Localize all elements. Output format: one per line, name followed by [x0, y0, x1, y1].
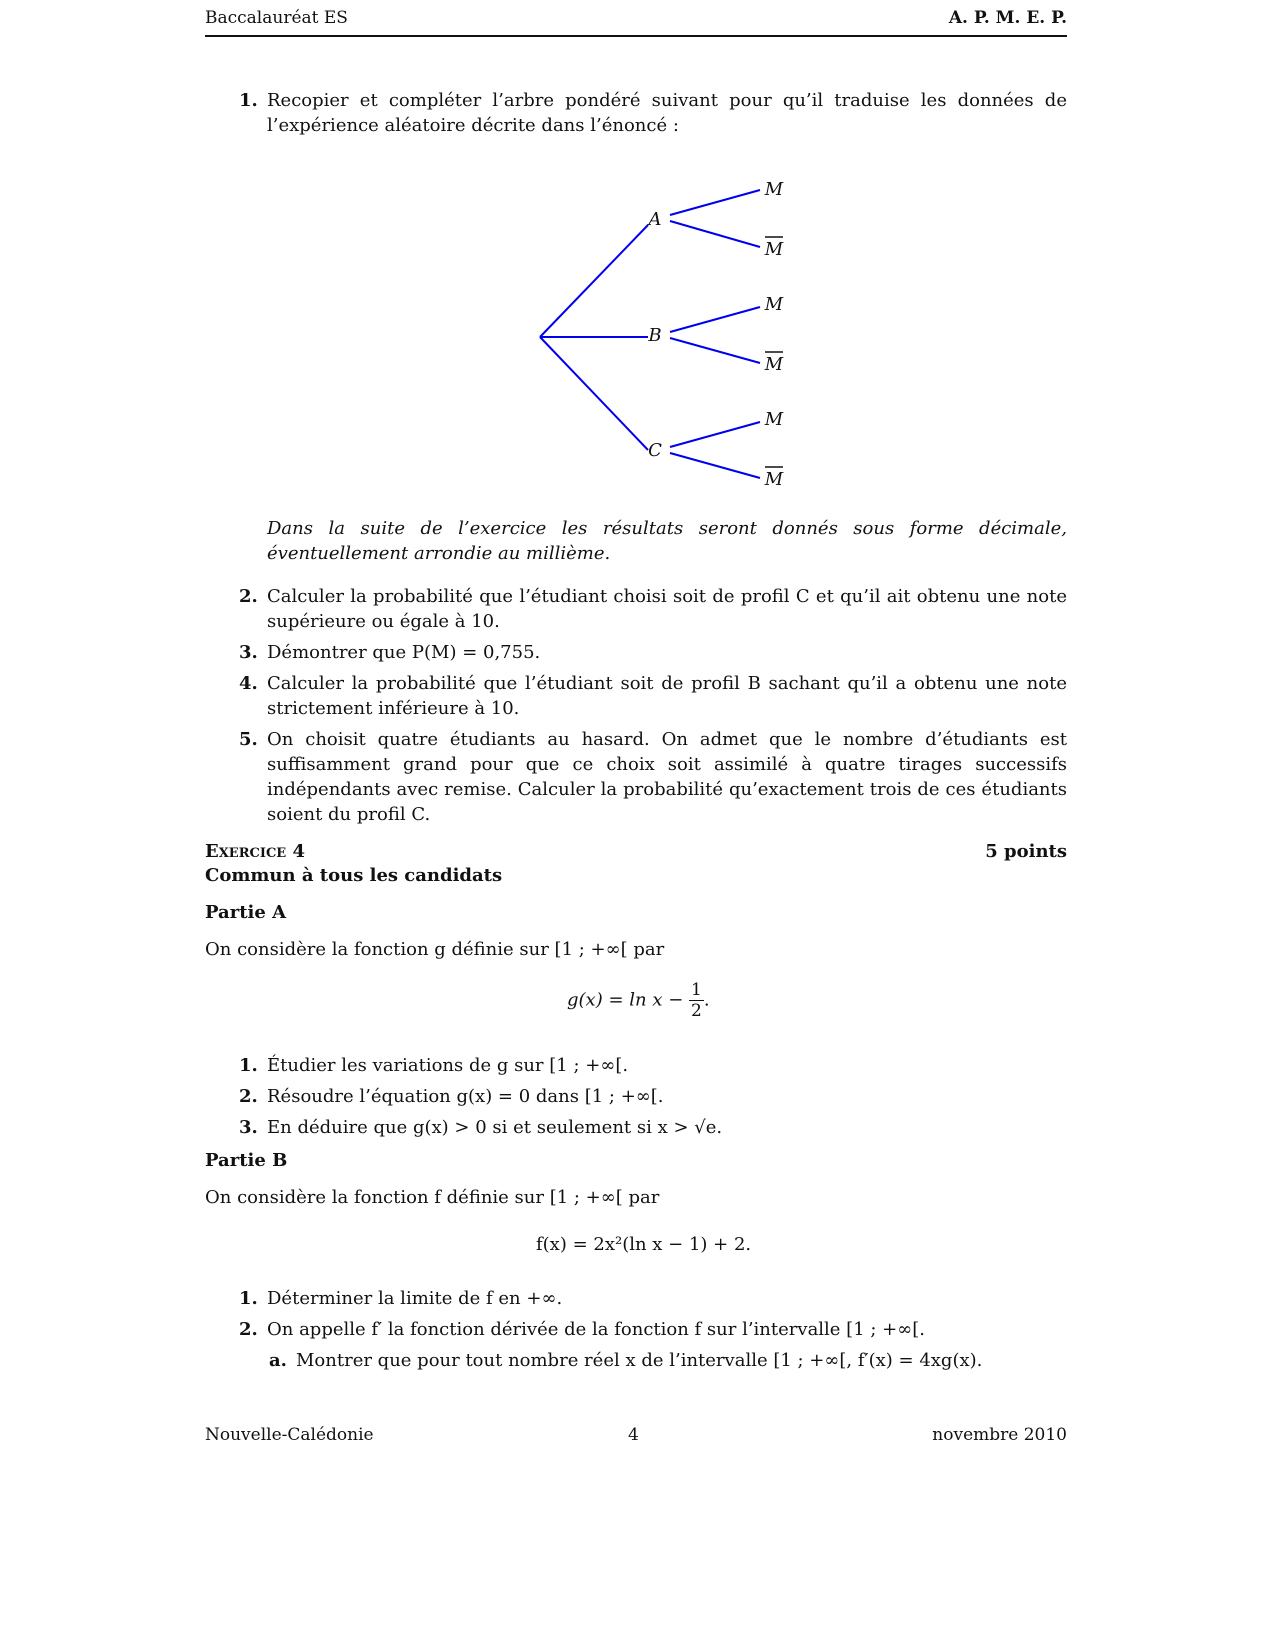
q1-text: Recopier et compléter l’arbre pondéré suivant pour qu’il traduise les données de l’expérience aléatoire décrite dans l’énoncé : [267, 90, 1067, 136]
formula-g-lhs: g(x) = ln x − [567, 989, 684, 1011]
branch-C-M [670, 422, 760, 447]
q4-text: Calculer la probabilité que l’étudiant soit de profil B sachant qu’il a obtenu une note strictement inférieure à 10. [267, 673, 1067, 719]
leaf-B-M: M [764, 294, 784, 315]
branch-B-Mbar [670, 338, 760, 363]
exercise-title: Exercice 4 [205, 841, 305, 862]
branch-B-M [670, 307, 760, 332]
branch-root-C [540, 337, 648, 450]
q2-text: Calculer la probabilité que l’étudiant choisi soit de profil C et qu’il ait obtenu une note supérieure ou égale à 10. [267, 586, 1067, 632]
branch-root-A [540, 225, 648, 337]
formula-g-fraction [689, 980, 704, 1021]
qB2a-text: Montrer que pour tout nombre réel x de l’intervalle [1 ; +∞[, f′(x) = 4xg(x). [296, 1350, 983, 1371]
part-a-title: Partie A [205, 902, 287, 923]
qB1-text: Déterminer la limite de f en +∞. [267, 1288, 563, 1309]
branch-A-Mbar [670, 221, 760, 247]
q5-text: On choisit quatre étudiants au hasard. On admet que le nombre d’étudiants est suffisamment grand pour que ce choix soit assimilé à quatre tirages successifs indépendants avec remise. Calculer la probabilité qu’exactement trois de ces étudiants soient du profil C. [267, 729, 1067, 825]
q2-number: 2. [239, 586, 258, 607]
qB2-number: 2. [239, 1319, 258, 1340]
footer-left: Nouvelle-Calédonie [205, 1425, 374, 1445]
qA3-number: 3. [239, 1117, 258, 1138]
part-b-intro: On considère la fonction f définie sur [1 ; +∞[ par [205, 1187, 660, 1208]
probability-tree [530, 165, 810, 505]
page-number: 4 [628, 1425, 639, 1445]
q4-number: 4. [239, 673, 258, 694]
qA2-text: Résoudre l’équation g(x) = 0 dans [1 ; +∞[. [267, 1086, 664, 1107]
qA1-text: Étudier les variations de g sur [1 ; +∞[. [267, 1055, 629, 1076]
qA1-number: 1. [239, 1055, 258, 1076]
qB2a-number: a. [269, 1350, 287, 1371]
node-A: A [648, 209, 662, 230]
leaf-B-Mbar: M [764, 354, 784, 375]
qA2-number: 2. [239, 1086, 258, 1107]
leaf-A-Mbar: M [764, 239, 784, 260]
header-right: A. P. M. E. P. [948, 8, 1067, 28]
formula-g [567, 980, 710, 1021]
q5-number: 5. [239, 729, 258, 750]
q1-number: 1. [239, 90, 258, 111]
formula-g-denominator: 2 [691, 1001, 702, 1021]
formula-g-numerator: 1 [691, 980, 702, 1000]
part-b-title: Partie B [205, 1150, 288, 1171]
node-B: B [648, 325, 662, 346]
part-a-intro: On considère la fonction g définie sur [1 ; +∞[ par [205, 939, 665, 960]
branch-C-Mbar [670, 453, 760, 478]
q3-text: Démontrer que P(M) = 0,755. [267, 642, 541, 663]
formula-g-end: . [703, 989, 710, 1011]
header-rule [205, 35, 1067, 37]
leaf-C-M: M [764, 409, 784, 430]
qA3-text: En déduire que g(x) > 0 si et seulement si x > √e. [267, 1117, 723, 1138]
header-left: Baccalauréat ES [205, 8, 348, 28]
leaf-A-M: M [764, 179, 784, 200]
exercise-points: 5 points [985, 841, 1067, 862]
exercise-subtitle: Commun à tous les candidats [205, 865, 503, 886]
node-C: C [648, 440, 662, 461]
qB1-number: 1. [239, 1288, 258, 1309]
leaf-C-Mbar: M [764, 469, 784, 490]
branch-A-M [670, 190, 760, 215]
footer-right: novembre 2010 [932, 1425, 1067, 1445]
formula-f: f(x) = 2x²(ln x − 1) + 2. [536, 1234, 752, 1255]
qB2-text: On appelle f′ la fonction dérivée de la fonction f sur l’intervalle [1 ; +∞[. [267, 1319, 925, 1340]
rounding-note: Dans la suite de l’exercice les résultats seront donnés sous forme décimale, éventuellement arrondie au millième. [267, 518, 1067, 564]
q3-number: 3. [239, 642, 258, 663]
